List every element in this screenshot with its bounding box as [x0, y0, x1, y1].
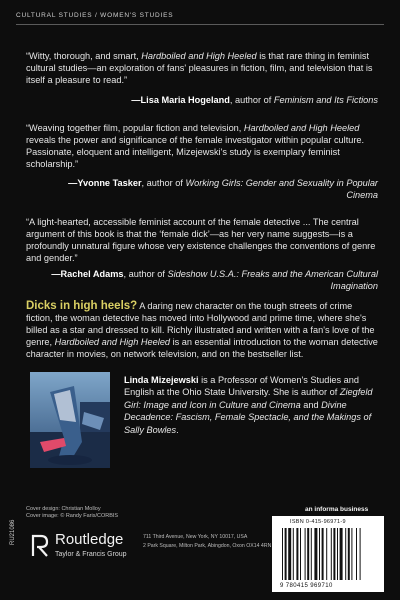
quote-1-affil: , author of	[229, 95, 274, 105]
barcode-bar	[305, 528, 306, 580]
publisher-addresses	[143, 533, 271, 550]
quote-1-text-a: “Witty, thorough, and smart,	[26, 51, 142, 61]
quote-1-title: Hardboiled and High Heeled	[141, 51, 257, 61]
barcode-bar	[288, 528, 291, 580]
bio-text-c: .	[176, 424, 179, 435]
address-uk: 2 Park Square, Milton Park, Abingdon, Oxon OX14 4RN	[143, 542, 272, 549]
barcode-bar	[282, 528, 283, 580]
bio-text-a: is a Professor of Women's Studies and English at the Ohio State University. She is author of	[124, 375, 359, 398]
barcode-bar	[345, 528, 346, 580]
address-us: 711 Third Avenue, New York, NY 10017, USA	[143, 534, 248, 540]
barcode-bar	[311, 528, 312, 580]
cover-credits	[26, 506, 118, 520]
barcode-bar	[314, 528, 317, 580]
quote-3-book: Sideshow U.S.A.: Freaks and the American Cultural Imagination	[167, 269, 378, 291]
quote-3-attribution	[48, 268, 378, 292]
barcode	[272, 516, 384, 592]
quote-3-affil: , author of	[123, 269, 168, 279]
divider	[16, 24, 384, 25]
quote-1-text-b: is that rare thing in feminist cultural studies—an exploration of fans' pleasures in fiction, film, and television that is itself a pleasure to read.”	[26, 51, 373, 85]
quote-3-text: “A light-hearted, accessible feminist account of the female detective ... The central argument of this book is that the ‘female dick’—as her very name suggests—is a profoundly unnatural figure whose very existence challenges the conventions of genre and gender.”	[26, 217, 376, 263]
barcode-bar	[322, 528, 324, 580]
side-code: RU21086	[10, 519, 16, 545]
book-blurb	[26, 300, 380, 360]
quote-3	[26, 216, 380, 264]
bio-book-2: Divine Decadence: Fascism, Female Spectacle, and the Makings of Sally Bowles	[124, 399, 372, 435]
quote-2-affil: , author of	[141, 178, 186, 188]
blurb-title: Hardboiled and High Heeled	[54, 337, 171, 347]
quote-2	[26, 122, 380, 170]
blurb-text-a: A daring new character on the tough streets of crime fiction, the woman detective has moved into Hollywood and prime time, where she's billed as a star and dressed to kill. Richly illustrated and written with a fan's love of the genre,	[26, 301, 375, 347]
author-name: Linda Mizejewski	[124, 375, 199, 385]
cover-image-credit: Cover image: © Randy Faris/CORBIS	[26, 513, 119, 519]
barcode-bar	[331, 528, 332, 580]
bio-book-1: Ziegfeld Girl: Image and Icon in Culture and Cinema	[124, 387, 373, 410]
barcode-bar	[307, 528, 309, 580]
quote-1-author: —Lisa Maria Hogeland	[131, 95, 230, 105]
quote-1	[26, 50, 380, 86]
quote-2-author: —Yvonne Tasker	[68, 178, 142, 188]
publisher-name: Routledge	[55, 531, 124, 548]
author-bio	[124, 374, 384, 436]
barcode-bar	[300, 528, 301, 580]
author-photo	[30, 372, 110, 468]
cover-design-credit: Cover design: Christian Molloy	[26, 506, 101, 512]
quote-2-text-b: reveals the power and significance of the female investigator within popular culture. Passionate, eloquent and intelligent, Mizejewski's study is exemplary feminist scholarship.”	[26, 135, 365, 169]
barcode-bar	[333, 528, 335, 580]
barcode-bar	[360, 528, 361, 580]
barcode-bar	[348, 528, 350, 580]
quote-2-attribution	[48, 177, 378, 201]
routledge-logo-icon	[30, 534, 50, 558]
quote-2-book: Working Girls: Gender and Sexuality in Popular Cinema	[185, 178, 378, 200]
blurb-lead: Dicks in high heels?	[26, 300, 138, 312]
isbn-number: 9 780415 969710	[280, 583, 333, 589]
informa-label: an informa business	[305, 506, 369, 513]
barcode-bar	[285, 528, 287, 580]
publisher-group: Taylor & Francis Group	[55, 551, 127, 558]
bio-text-b: and	[300, 399, 322, 410]
quote-2-title: Hardboiled and High Heeled	[243, 123, 360, 133]
isbn-label: ISBN 0-415-96971-9	[290, 519, 346, 525]
category-label: CULTURAL STUDIES / WOMEN'S STUDIES	[16, 12, 174, 19]
barcode-bar	[351, 528, 352, 580]
barcode-bar	[356, 528, 357, 580]
barcode-bar	[293, 528, 294, 580]
quote-3-author: —Rachel Adams	[51, 269, 124, 279]
blurb-text-b: is an essential introduction to the woman detective character in movies, on network television, and on the bestseller list.	[26, 337, 378, 359]
barcode-bar	[296, 528, 298, 580]
barcode-bar	[326, 528, 327, 580]
quote-1-book: Feminism and Its Fictions	[273, 95, 378, 105]
quote-1-attribution	[48, 94, 378, 106]
quote-2-text-a: “Weaving together film, popular fiction and television,	[26, 123, 244, 133]
barcode-bar	[340, 528, 343, 580]
barcode-bar	[337, 528, 338, 580]
barcode-bar	[319, 528, 320, 580]
